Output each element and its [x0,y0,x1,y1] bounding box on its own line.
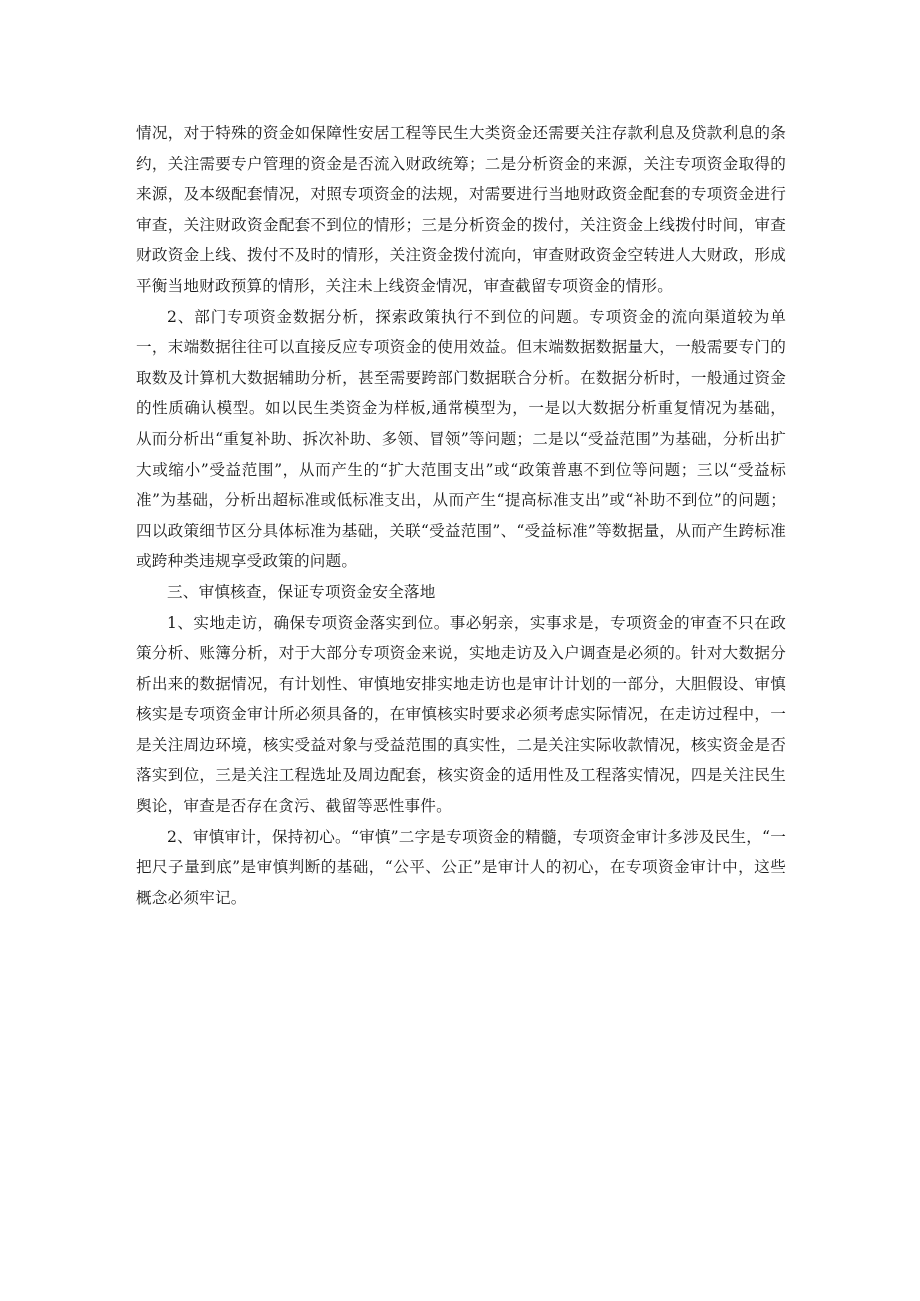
paragraph-prudent-audit: 2、审慎审计，保持初心。“审慎”二字是专项资金的精髓，专项资金审计多涉及民生，“一把尺子量到底”是审慎判断的基础，“公平、公正”是审计人的初心，在专项资金审计中，这些概念必须牢记。 [136,827,787,907]
paragraph-field-visit: 1、实地走访，确保专项资金落实到位。事必躬亲，实事求是，专项资金的审查不只在政策分析、账簿分析，对于大部分专项资金来说，实地走访及入户调查是必须的。针对大数据分析出来的数据情况，有计划性、审慎地安排实地走访也是审计计划的一部分，大胆假设、审慎核实是专项资金审计所必须具备的，在审慎核实时要求必须考虑实际情况，在走访过程中，一是关注周边环境，核实受益对象与受益范围的真实性，二是关注实际收款情况，核实资金是否落实到位，三是关注工程选址及周边配套，核实资金的适用性及工程落实情况，四是关注民生舆论，审查是否存在贪污、截留等恶性事件。 [136,613,786,816]
paragraph-data-analysis: 2、部门专项资金数据分析，探索政策执行不到位的问题。专项资金的流向渠道较为单一，末端数据往往可以直接反应专项资金的使用效益。但末端数据数据量大，一般需要专门的取数及计算机大数据辅助分析，甚至需要跨部门数据联合分析。在数据分析时，一般通过资金的性质确认模型。如以民生类资金为样板,通常模型为，一是以大数据分析重复情况为基础，从而分析出“重复补助、拆次补助、多领、冒领”等问题；二是以“受益范围”为基础，分析出扩大或缩小”受益范围”，从而产生的“扩大范围支出”或“政策普惠不到位等问题；三以“受益标准”为基础，分析出超标准或低标准支出，从而产生“提高标准支出”或“补助不到位”的问题；四以政策细节区分具体标准为基础，关联“受益范围”、“受益标准”等数据量，从而产生跨标准或跨种类违规享受政策的问题。 [136,307,786,571]
section-heading: 三、审慎核查，保证专项资金安全落地 [167,582,436,601]
paragraph-continuation: 情况，对于特殊的资金如保障性安居工程等民生大类资金还需要关注存款利息及贷款利息的条约，关注需要专户管理的资金是否流入财政统筹；二是分析资金的来源，关注专项资金取得的来源，及本级配套情况，对照专项资金的法规，对需要进行当地财政资金配套的专项资金进行审查，关注财政资金配套不到位的情形；三是分析资金的拨付，关注资金上线拨付时间，审查财政资金上线、拨付不及时的情形，关注资金拨付流向，审查财政资金空转进人大财政，形成平衡当地财政预算的情形，关注未上线资金情况，审查截留专项资金的情形。 [136,124,786,295]
document-page [136,118,786,913]
